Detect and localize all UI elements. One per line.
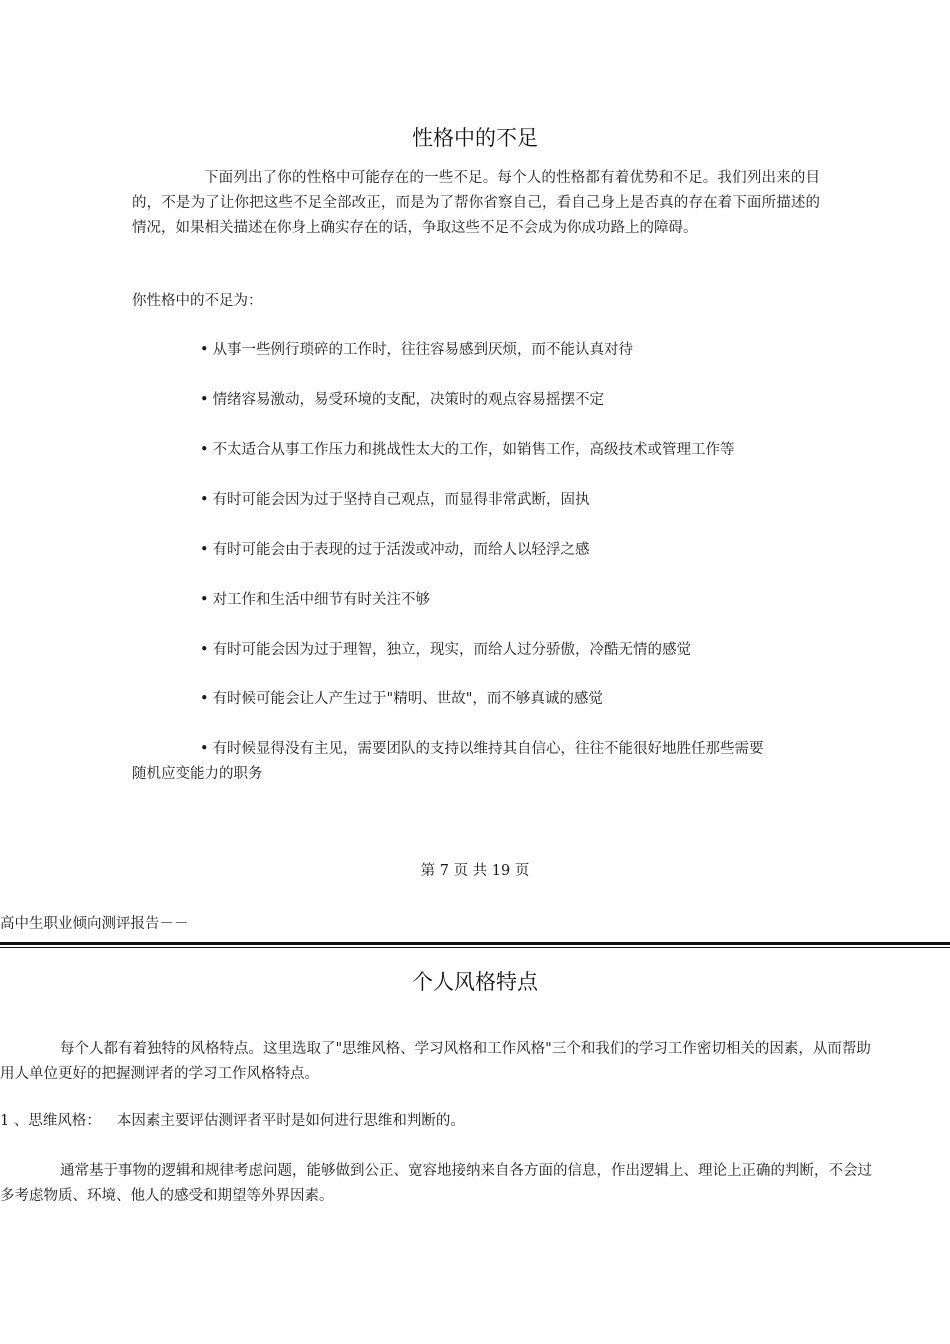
subsection-heading [0,1111,465,1131]
section-title: 个人风格特点 [412,970,538,994]
body-line: 多考虑物质、环境、他人的感受和期望等外界因素。 [0,1188,334,1204]
bullet-icon: • [200,592,209,608]
intro-line: 用人单位更好的把握测评者的学习工作风格特点。 [0,1066,319,1082]
list-item: • 有时可能会由于表现的过于活泼或冲动，而给人以轻浮之感 [200,542,590,558]
header-rule-thin [0,947,950,948]
list-item: • 有时候显得没有主见，需要团队的支持以维持其自信心，往往不能很好地胜任那些需要 [200,741,764,757]
page-footer: 第 7 页 共 19 页 [420,863,530,879]
bullet-icon: • [200,642,209,658]
bullet-icon: • [200,492,209,508]
list-item: • 有时候可能会让人产生过于"精明、世故"，而不够真诚的感觉 [200,691,603,707]
bullet-icon: • [200,542,209,558]
list-item: • 有时可能会因为过于坚持自己观点，而显得非常武断，固执 [200,492,590,508]
list-item: • 有时可能会因为过于理智，独立，现实，而给人过分骄傲，冷酷无情的感觉 [200,642,692,658]
bullet-icon: • [200,342,209,358]
bullet-icon: • [200,392,209,408]
subsection-description: 本因素主要评估测评者平时是如何进行思维和判断的。 [116,1113,465,1129]
intro-paragraph: 下面列出了你的性格中可能存在的一些不足。每个人的性格都有着优势和不足。我们列出来的目的，不是为了让你把这些不足全部改正，而是为了帮你省察自己，看自己身上是否真的存在着下面所描述的情况，如果相关描述在你身上确实存在的话，争取这些不足不会成为你成功路上的障碍。 [132,170,820,236]
list-heading: 你性格中的不足为： [132,293,263,309]
page-title: 性格中的不足 [412,126,538,150]
subsection-label: 1 、思维风格： [0,1113,101,1129]
running-header: 高中生职业倾向测评报告－－ [0,916,189,932]
bullet-icon: • [200,691,209,707]
list-item: • 不太适合从事工作压力和挑战性太大的工作，如销售工作，高级技术或管理工作等 [200,442,735,458]
body-line: 通常基于事物的逻辑和规律考虑问题，能够做到公正、宽容地接纳来自各方面的信息，作出逻辑上、理论上正确的判断，不会过 [60,1163,872,1179]
bullet-icon: • [200,741,209,757]
list-item: • 情绪容易激动，易受环境的支配，决策时的观点容易摇摆不定 [200,392,605,408]
intro-line: 每个人都有着独特的风格特点。这里选取了"思维风格、学习风格和工作风格"三个和我们的学习工作密切相关的因素，从而帮助 [60,1041,871,1057]
bullet-icon: • [200,442,209,458]
list-item: • 从事一些例行琐碎的工作时，往往容易感到厌烦，而不能认真对待 [200,342,634,358]
header-rule-thick [0,942,950,945]
list-item: • 对工作和生活中细节有时关注不够 [200,592,431,608]
list-item-continuation: 随机应变能力的职务 [132,766,263,782]
